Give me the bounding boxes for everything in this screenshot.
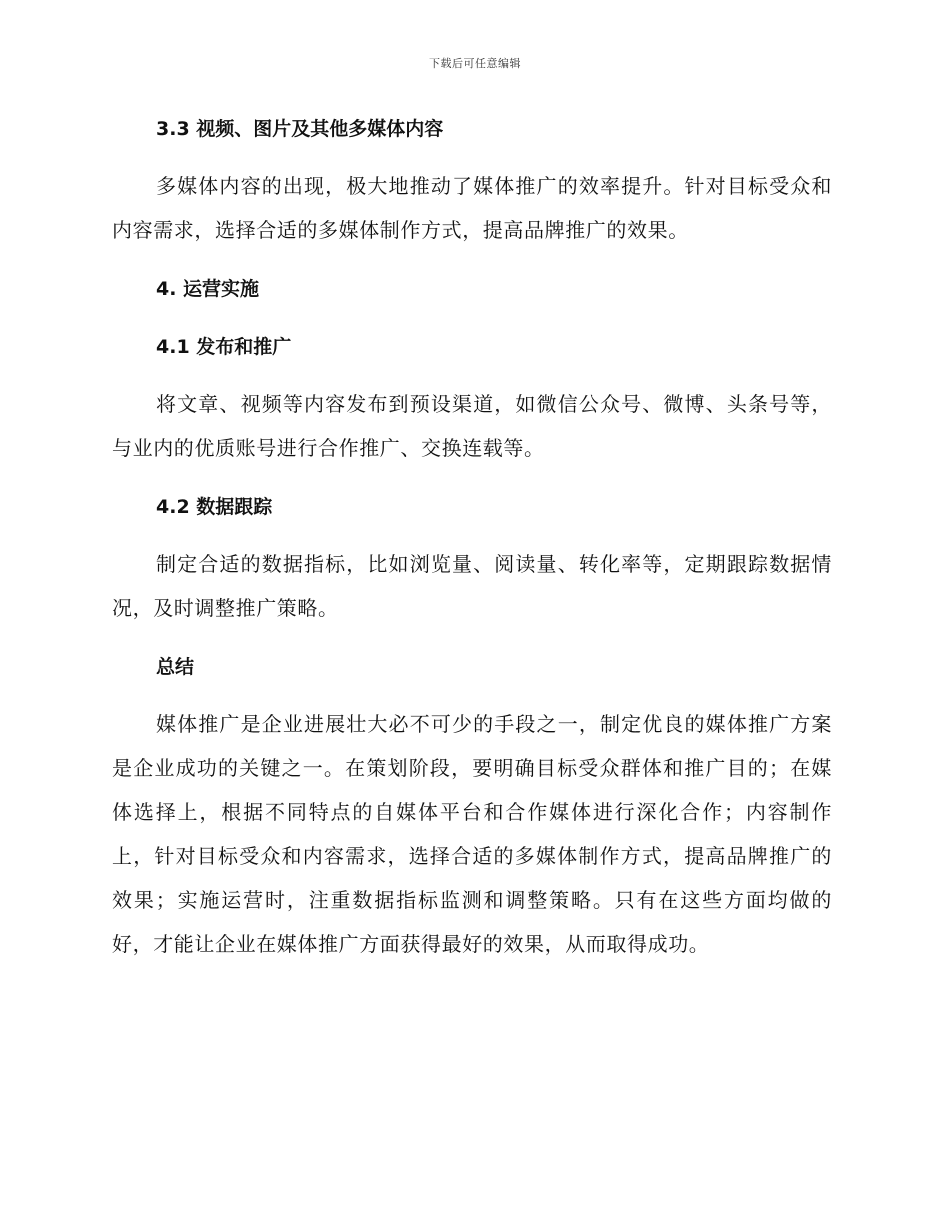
section-3-3-heading: 3.3 视频、图片及其他多媒体内容: [156, 118, 444, 140]
section-4-2-paragraph: 制定合适的数据指标，比如浏览量、阅读量、转化率等，定期跟踪数据情况，及时调整推广策略。: [112, 552, 832, 620]
section-4-2-heading: 4.2 数据跟踪: [156, 496, 273, 518]
document-body: [112, 112, 832, 966]
section-4-1-paragraph: 将文章、视频等内容发布到预设渠道，如微信公众号、微博、头条号等，与业内的优质账号进行合作推广、交换连载等。: [112, 392, 832, 460]
summary-heading: 总结: [156, 656, 195, 678]
section-4-heading: 4. 运营实施: [156, 278, 260, 300]
section-3-3-paragraph: 多媒体内容的出现，极大地推动了媒体推广的效率提升。针对目标受众和内容需求，选择合适的多媒体制作方式，提高品牌推广的效果。: [112, 174, 832, 242]
summary-paragraph: 媒体推广是企业进展壮大必不可少的手段之一，制定优良的媒体推广方案是企业成功的关键之一。在策划阶段，要明确目标受众群体和推广目的；在媒体选择上，根据不同特点的自媒体平台和合作媒体进行深化合作；内容制作上，针对目标受众和内容需求，选择合适的多媒体制作方式，提高品牌推广的效果；实施运营时，注重数据指标监测和调整策略。只有在这些方面均做的好，才能让企业在媒体推广方面获得最好的效果，从而取得成功。: [112, 712, 832, 956]
section-4-1-heading: 4.1 发布和推广: [156, 336, 292, 358]
header-note: 下载后可任意编辑: [429, 57, 521, 70]
